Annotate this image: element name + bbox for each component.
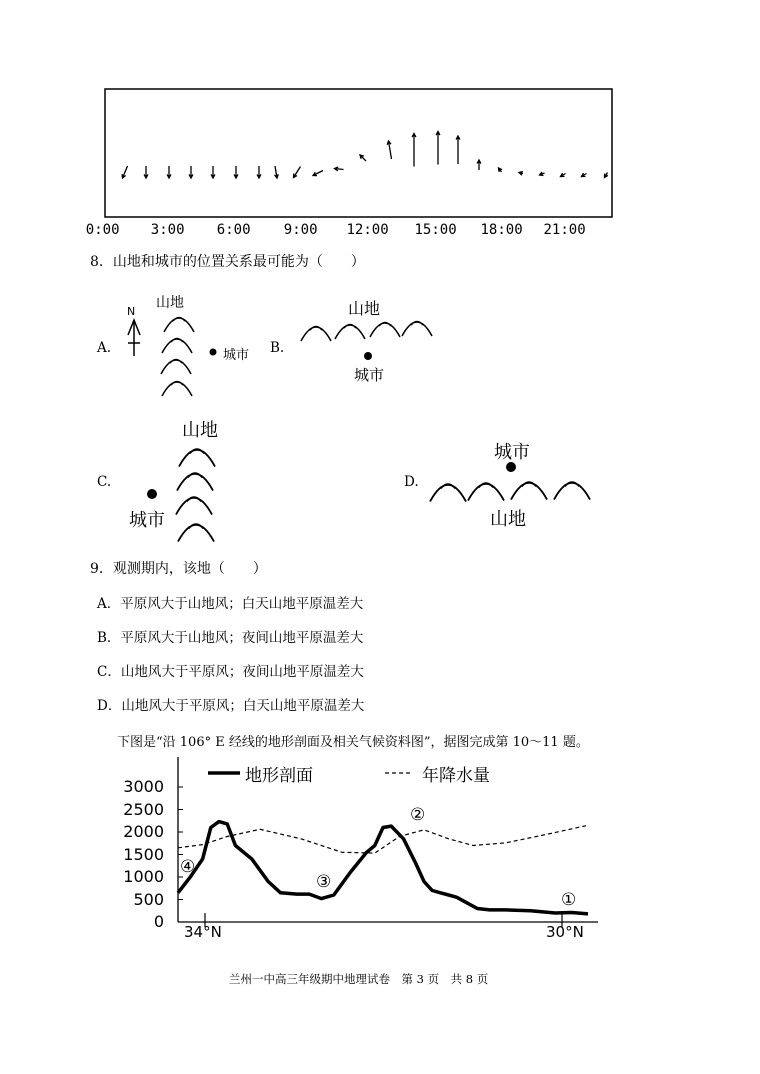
time-tick-label: 15:00 xyxy=(414,222,457,238)
point-label-3: ③ xyxy=(316,872,332,892)
option-c-mountain-label: 山地 xyxy=(182,420,218,441)
north-label: N xyxy=(127,305,136,318)
option-a-letter: A. xyxy=(97,340,112,356)
point-label-4: ④ xyxy=(180,857,196,877)
time-tick-label: 3:00 xyxy=(150,222,185,238)
point-label-1: ① xyxy=(561,890,577,910)
legend-terrain-label: 地形剖面 xyxy=(245,766,313,786)
y-tick-label: 2000 xyxy=(123,822,164,841)
q9-option-d: D．山地风大于平原风；白天山地平原温差大 xyxy=(97,698,365,714)
q8-stem: 8．山地和城市的位置关系最可能为（ ） xyxy=(90,254,365,270)
y-tick-label: 1500 xyxy=(123,844,164,864)
intro-text: 下图是“沿 106° E 经线的地形剖面及相关气候资料图”，据图完成第 10～11 题。 xyxy=(117,735,589,750)
option-c-letter: C. xyxy=(97,474,112,490)
x-tick-34n: 34°N xyxy=(184,923,222,941)
option-d-city-label: 城市 xyxy=(494,442,530,463)
x-tick-30n: 30°N xyxy=(546,923,584,941)
q9-option-b: B．平原风大于山地风；夜间山地平原温差大 xyxy=(97,630,364,646)
time-tick-label: 6:00 xyxy=(216,222,251,238)
time-tick-label: 0:00 xyxy=(85,222,120,238)
y-tick-label: 0 xyxy=(153,912,164,931)
option-b-letter: B. xyxy=(270,340,285,356)
page-footer: 兰州一中高三年级期中地理试卷 第 3 页 共 8 页 xyxy=(229,972,489,986)
option-b-city-label: 城市 xyxy=(354,366,385,384)
terrain-profile-line xyxy=(178,822,588,914)
point-label-2: ② xyxy=(410,805,426,825)
option-d-letter: D. xyxy=(404,474,419,490)
y-tick-label: 500 xyxy=(133,889,164,909)
y-tick-label: 3000 xyxy=(123,777,164,796)
y-tick-label: 1000 xyxy=(123,867,164,886)
q9-stem: 9．观测期内，该地（ ） xyxy=(90,561,267,577)
q9-option-c: C．山地风大于平原风；夜间山地平原温差大 xyxy=(97,664,364,680)
y-ticks xyxy=(178,787,183,922)
option-a-city-label: 城市 xyxy=(223,348,250,363)
option-d-mountain-label: 山地 xyxy=(490,509,526,530)
option-a-mountain-label: 山地 xyxy=(156,295,184,311)
time-tick-label: 12:00 xyxy=(346,222,389,238)
time-tick-label: 9:00 xyxy=(283,222,318,238)
time-tick-label: 18:00 xyxy=(480,222,523,238)
option-b-mountain-label: 山地 xyxy=(348,299,381,318)
legend-precip-label: 年降水量 xyxy=(422,766,490,786)
option-c-city-label: 城市 xyxy=(129,510,165,531)
q9-option-a: A．平原风大于山地风；白天山地平原温差大 xyxy=(97,596,364,612)
time-tick-label: 21:00 xyxy=(543,222,586,238)
y-tick-label: 2500 xyxy=(123,799,164,819)
